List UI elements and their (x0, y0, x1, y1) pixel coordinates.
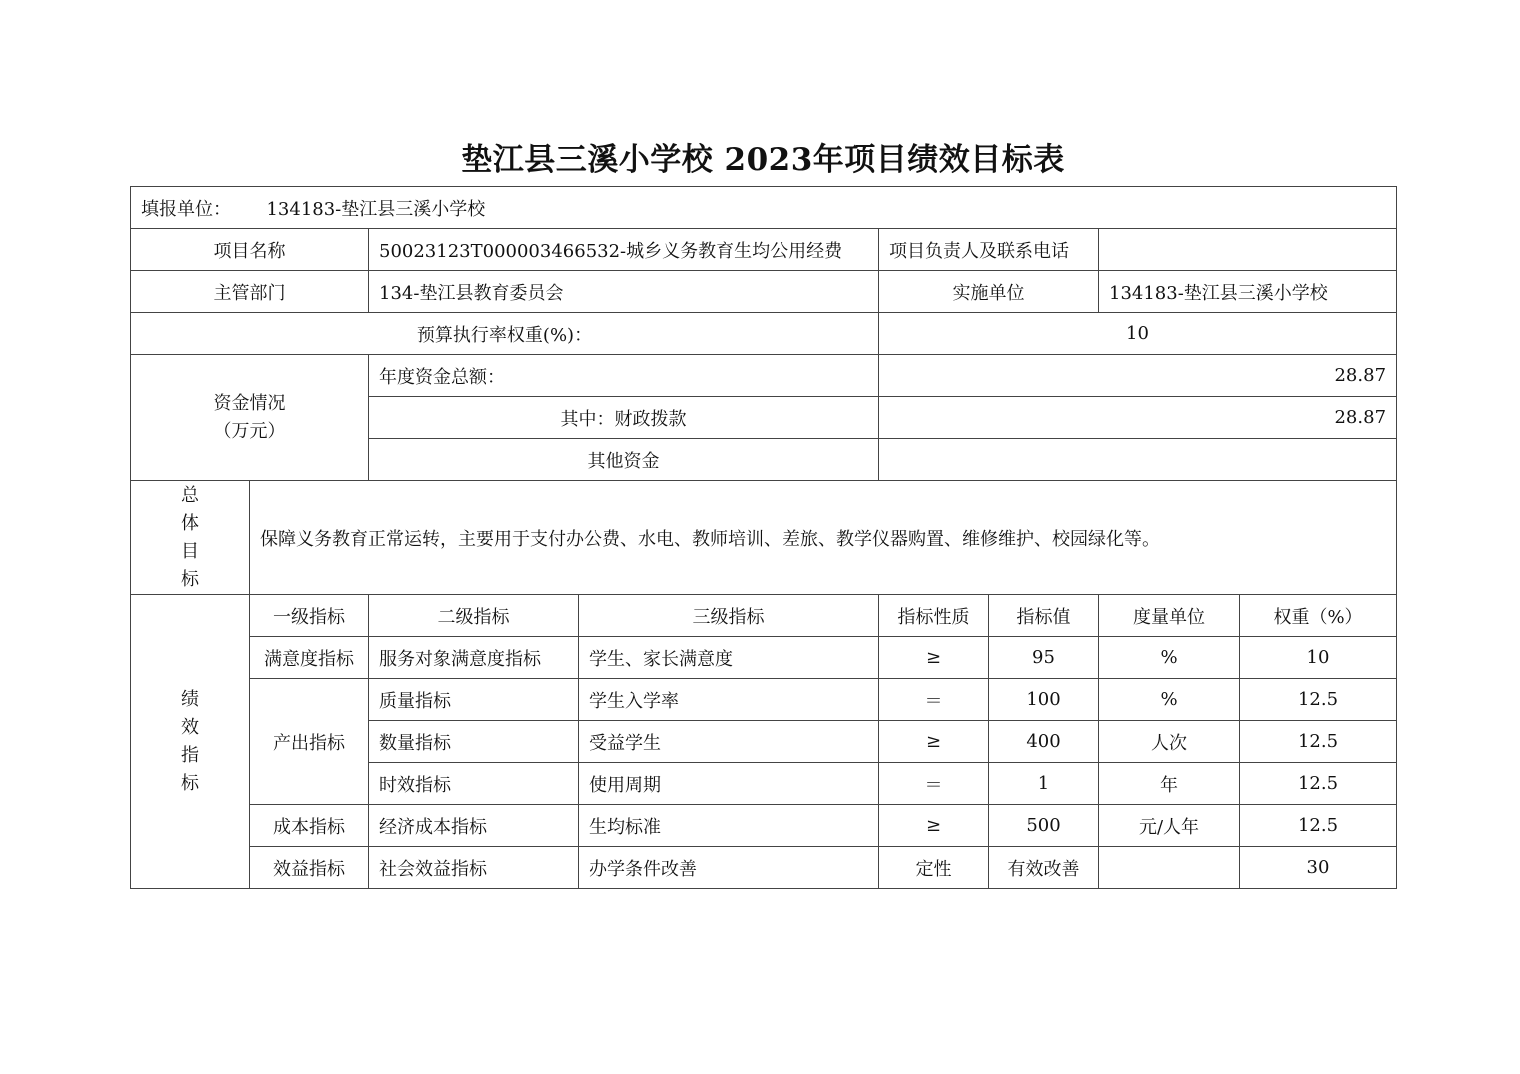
header-nature: 指标性质 (879, 595, 989, 637)
nature-cell: 定性 (879, 847, 989, 889)
funds-label (131, 355, 369, 481)
project-name-row (131, 229, 1397, 271)
level3-cell: 学生入学率 (579, 679, 879, 721)
indicator-header-row (131, 595, 1397, 637)
level1-cell: 效益指标 (250, 847, 369, 889)
fill-unit-row (131, 187, 1397, 229)
impl-value: 134183-垫江县三溪小学校 (1099, 271, 1397, 313)
level2-cell: 社会效益指标 (369, 847, 579, 889)
indicator-label-char: 标 (181, 772, 199, 794)
level3-cell: 受益学生 (579, 721, 879, 763)
project-name-value: 50023123T000003466532-城乡义务教育生均公用经费 (369, 229, 879, 271)
weight-cell: 10 (1240, 637, 1397, 679)
funds-other-value (879, 439, 1397, 481)
goal-row (131, 481, 1397, 595)
unit-cell: 元/人年 (1099, 805, 1240, 847)
level3-cell: 使用周期 (579, 763, 879, 805)
dept-row (131, 271, 1397, 313)
funds-fiscal-value: 28.87 (879, 397, 1397, 439)
funds-label-line2: （万元） (213, 420, 286, 442)
level1-cell: 产出指标 (250, 679, 369, 805)
funds-other-label: 其他资金 (369, 439, 879, 481)
level2-cell: 时效指标 (369, 763, 579, 805)
contact-value (1099, 229, 1397, 271)
budget-weight-label: 预算执行率权重(%)： (131, 313, 879, 355)
value-cell: 95 (989, 637, 1099, 679)
table-row (131, 679, 1397, 721)
table-row (131, 637, 1397, 679)
table-row (131, 847, 1397, 889)
weight-cell: 30 (1240, 847, 1397, 889)
fill-unit-value: 134183-垫江县三溪小学校 (266, 198, 486, 220)
nature-cell: ＝ (879, 679, 989, 721)
goal-text: 保障义务教育正常运转，主要用于支付办公费、水电、教师培训、差旅、教学仪器购置、维修维护、校园绿化等。 (250, 481, 1397, 595)
page-title: 垫江县三溪小学校 2023年项目绩效目标表 (461, 142, 1065, 178)
nature-cell: ≥ (879, 637, 989, 679)
weight-cell: 12.5 (1240, 763, 1397, 805)
project-name-label: 项目名称 (131, 229, 369, 271)
value-cell: 有效改善 (989, 847, 1099, 889)
header-value: 指标值 (989, 595, 1099, 637)
unit-cell: % (1099, 679, 1240, 721)
level3-cell: 学生、家长满意度 (579, 637, 879, 679)
funds-fiscal-label: 其中：财政拨款 (369, 397, 879, 439)
level2-cell: 数量指标 (369, 721, 579, 763)
indicator-label-char: 绩 (181, 688, 199, 710)
goal-label-char: 标 (181, 568, 199, 590)
header-level3: 三级指标 (579, 595, 879, 637)
dept-value: 134-垫江县教育委员会 (369, 271, 879, 313)
nature-cell: ≥ (879, 721, 989, 763)
level2-cell: 质量指标 (369, 679, 579, 721)
header-unit: 度量单位 (1099, 595, 1240, 637)
level3-cell: 办学条件改善 (579, 847, 879, 889)
budget-weight-row (131, 313, 1397, 355)
level2-cell: 经济成本指标 (369, 805, 579, 847)
unit-cell (1099, 847, 1240, 889)
impl-label: 实施单位 (879, 271, 1099, 313)
value-cell: 100 (989, 679, 1099, 721)
indicator-label-char: 效 (181, 716, 199, 738)
contact-label: 项目负责人及联系电话 (879, 229, 1099, 271)
goal-label-char: 总 (181, 484, 199, 506)
indicator-label-char: 指 (181, 744, 199, 766)
nature-cell: ＝ (879, 763, 989, 805)
unit-cell: % (1099, 637, 1240, 679)
weight-cell: 12.5 (1240, 721, 1397, 763)
goal-label-char: 体 (181, 512, 199, 534)
unit-cell: 人次 (1099, 721, 1240, 763)
table-row (131, 805, 1397, 847)
funds-label-line1: 资金情况 (213, 392, 286, 414)
indicator-label (131, 595, 250, 889)
header-weight: 权重（%） (1240, 595, 1397, 637)
budget-weight-value: 10 (879, 313, 1397, 355)
unit-cell: 年 (1099, 763, 1240, 805)
funds-total-row (131, 355, 1397, 397)
fill-unit-cell (131, 187, 1397, 229)
level1-cell: 成本指标 (250, 805, 369, 847)
value-cell: 500 (989, 805, 1099, 847)
value-cell: 1 (989, 763, 1099, 805)
weight-cell: 12.5 (1240, 679, 1397, 721)
header-level2: 二级指标 (369, 595, 579, 637)
level2-cell: 服务对象满意度指标 (369, 637, 579, 679)
fill-unit-label: 填报单位： (141, 198, 231, 220)
value-cell: 400 (989, 721, 1099, 763)
dept-label: 主管部门 (131, 271, 369, 313)
weight-cell: 12.5 (1240, 805, 1397, 847)
header-level1: 一级指标 (250, 595, 369, 637)
goal-label (131, 481, 250, 595)
level1-cell: 满意度指标 (250, 637, 369, 679)
goal-label-char: 目 (181, 540, 199, 562)
performance-table (130, 186, 1397, 889)
funds-total-label: 年度资金总额： (369, 355, 879, 397)
funds-total-value: 28.87 (879, 355, 1397, 397)
nature-cell: ≥ (879, 805, 989, 847)
level3-cell: 生均标准 (579, 805, 879, 847)
